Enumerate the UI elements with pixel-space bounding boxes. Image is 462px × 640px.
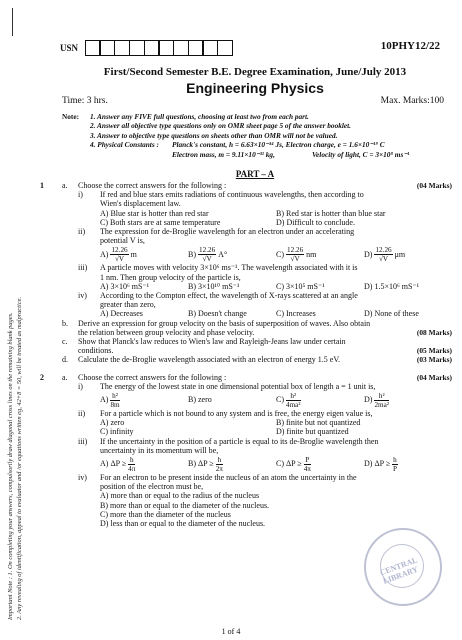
question-2a-iii	[40, 437, 452, 446]
usn-box	[114, 40, 130, 56]
option-c: C) ΔP ≥ $\frac{P}{4\pi}$	[276, 455, 311, 473]
usn-field	[60, 40, 233, 56]
question-number: 1	[40, 181, 44, 190]
question-1a-iii	[40, 263, 452, 272]
roman-label: iv)	[78, 473, 87, 483]
margin-mark	[12, 8, 13, 36]
option-a: A) $\frac{12.26}{√V}$ m	[100, 245, 137, 263]
question-text: Choose the correct answers for the following :	[78, 372, 227, 382]
question-text: greater than zero,	[100, 300, 156, 310]
question-text: uncertainty in its momentum will be,	[100, 445, 219, 455]
roman-label: iv)	[78, 291, 87, 301]
roman-label: iii)	[78, 436, 88, 446]
note-2: 2. Answer all objective type questions only on OMR sheet page 5 of the answer booklet.	[90, 121, 351, 131]
usn-box	[144, 40, 160, 56]
question-2a-ii	[40, 409, 452, 418]
option-d: D) $\frac{\text{h²}}{\text{2ma²}}$	[364, 391, 389, 409]
option-c: C) Increases	[276, 309, 316, 319]
side-note-line-1: Important Note : 1. On completing your answers, compulsorily draw diagonal cross lines on the remaining blank pages.	[7, 312, 14, 620]
sub-label: a.	[62, 181, 68, 190]
question-text: 1 nm. Then group velocity of the particle is,	[100, 272, 241, 282]
usn-box	[217, 40, 233, 56]
roman-label: ii)	[78, 227, 86, 237]
constants-line-1: Planck's constant, h = 6.63×10⁻³⁴ Js, Electron charge, e = 1.6×10⁻¹⁹ C	[172, 140, 385, 150]
question-text: If red and blue stars emits radiations of continuous wavelengths, then according to	[100, 190, 364, 200]
paper-code: 10PHY12/22	[380, 40, 440, 52]
question-1a-i	[40, 190, 452, 199]
question-text: For an electron to be present inside the nucleus of an atom the uncertainty in the	[100, 473, 357, 483]
usn-boxes	[86, 40, 233, 56]
question-1a	[40, 181, 452, 190]
max-marks: Max. Marks:100	[380, 96, 444, 106]
sub-label: c.	[62, 337, 68, 347]
page-number: 1 of 4	[221, 627, 241, 636]
exam-title: First/Second Semester B.E. Degree Examination, June/July 2013	[103, 66, 407, 78]
option-a: A) $\frac{\text{h²}}{8m}$	[100, 391, 120, 409]
option-a: A) Decreases	[100, 309, 143, 319]
usn-box	[99, 40, 115, 56]
question-1c	[40, 337, 452, 346]
option-d: D) finite but quantized	[276, 427, 349, 437]
question-1a-ii	[40, 227, 452, 236]
question-text: According to the Compton effect, the wavelength of X-rays scattered at an angle	[100, 291, 358, 301]
option-a: A) Blue star is hotter than red star	[100, 208, 209, 218]
option-b: B) $\frac{12.26}{√V}$ A°	[188, 245, 228, 263]
part-a-heading: PART – A	[235, 169, 275, 179]
question-text: position of the electron must be,	[100, 482, 204, 492]
option-c: C) Both stars are at same temperature	[100, 217, 221, 227]
option-d: D) ΔP ≥ $\frac{h}{P}$	[364, 455, 397, 473]
question-2a-i	[40, 382, 452, 391]
constant-light-velocity: Velocity of light, C = 3×10⁸ ms⁻¹	[312, 149, 410, 159]
option-c: C) infinity	[100, 427, 134, 437]
question-text: the relation between group velocity and phase velocity.	[78, 327, 255, 337]
option-b: B) 3×10¹⁰ mS⁻¹	[188, 281, 240, 291]
option-d: D) $\frac{12.26}{√V}$ μm	[364, 245, 406, 263]
roman-label: i)	[78, 190, 83, 200]
option-b: B) ΔP ≥ $\frac{h}{2\pi}$	[188, 455, 223, 473]
option-c: C) $\frac{12.26}{√V}$ nm	[276, 245, 317, 263]
roman-label: iii)	[78, 263, 88, 273]
roman-label: i)	[78, 381, 83, 391]
option-d: D) None of these	[364, 309, 419, 319]
question-2a	[40, 373, 452, 382]
stamp-text: CENTRAL LIBRARY	[378, 555, 420, 586]
marks-label: (05 Marks)	[416, 346, 452, 356]
question-text: The energy of the lowest state in one dimensional potential box of length a = 1 unit is,	[100, 381, 376, 391]
question-text: For a particle which is not bound to any system and is free, the energy eigen value is,	[100, 409, 373, 419]
question-text: If the uncertainty in the position of a particle is equal to its de-Broglie wavelength then	[100, 436, 379, 446]
option-c: C) more than the diameter of the nucleus	[100, 509, 231, 519]
question-text: Show that Planck's law reduces to Wien's law and Rayleigh-Jeans law under certain	[78, 337, 346, 347]
marks-label: (08 Marks)	[416, 327, 452, 337]
option-a: A) more than or equal to the radius of the nucleus	[100, 491, 260, 501]
side-note-line-2: 2. Any revealing of identification, appeal to evaluator and /or equations written eg, 42+8 = 50, will be treated as malpractice.	[16, 296, 23, 620]
usn-label: USN	[60, 43, 79, 53]
option-b: B) finite but not quantized	[276, 418, 361, 428]
usn-box	[173, 40, 189, 56]
question-text: conditions.	[78, 346, 114, 356]
question-text: The expression for de-Broglie wavelength for an electron under an accelerating	[100, 227, 355, 237]
sub-label: a.	[62, 372, 68, 382]
option-c: C) $\frac{\text{h²}}{\text{4ma²}}$	[276, 391, 301, 409]
note-4-label: 4. Physical Constants :	[90, 140, 159, 150]
option-d: D) 1.5×10⁶ mS⁻¹	[364, 281, 420, 291]
option-b: B) Doesn't change	[188, 309, 247, 319]
option-c: C) 3×10⁵ mS⁻¹	[276, 281, 325, 291]
time-allowed: Time: 3 hrs.	[62, 96, 108, 106]
marks-label: (04 Marks)	[416, 181, 452, 190]
question-text: Calculate the de-Broglie wavelength associated with an electron of energy 1.5 eV.	[78, 355, 341, 365]
option-b: B) more than or equal to the diameter of the nucleus.	[100, 500, 270, 510]
note-label: Note:	[62, 112, 80, 121]
question-text: Choose the correct answers for the following :	[78, 181, 227, 190]
marks-label: (04 Marks)	[416, 372, 452, 382]
question-text: Wien's displacement law.	[100, 199, 181, 209]
sub-label: b.	[62, 318, 68, 328]
important-note-vertical	[6, 80, 24, 620]
question-1a-iv	[40, 291, 452, 300]
option-a: A) zero	[100, 418, 125, 428]
constant-electron-mass: Electron mass, m = 9.11×10⁻³¹ kg,	[172, 149, 275, 159]
subject-title: Engineering Physics	[186, 80, 324, 96]
question-number: 2	[40, 372, 44, 382]
option-b: B) Red star is hotter than blue star	[276, 208, 386, 218]
marks-label: (03 Marks)	[416, 355, 452, 365]
question-2a-iv	[40, 473, 452, 482]
usn-box	[202, 40, 218, 56]
option-d: D) less than or equal to the diameter of the nucleus.	[100, 519, 266, 529]
option-b: B) zero	[188, 395, 212, 405]
note-1: 1. Answer any FIVE full questions, choosing at least two from each part.	[90, 112, 309, 121]
instructions-note	[62, 112, 452, 159]
question-text: potential V is,	[100, 236, 145, 246]
question-1d	[40, 355, 452, 364]
question-text: Derive an expression for group velocity on the basis of superposition of waves. Also obtain	[78, 318, 371, 328]
option-a: A) ΔP ≥ $\frac{h}{4\pi}$	[100, 455, 136, 473]
note-3: 3. Answer to objective type questions on sheets other than OMR will not be valued.	[90, 130, 338, 140]
question-text: A particle moves with velocity 3×10⁶ ms⁻¹. The wavelength associated with it is	[100, 263, 358, 273]
roman-label: ii)	[78, 409, 86, 419]
usn-box	[129, 40, 145, 56]
option-a: A) 3×10⁶ mS⁻¹	[100, 281, 150, 291]
questions-body	[40, 181, 452, 528]
usn-box	[188, 40, 204, 56]
usn-box	[158, 40, 174, 56]
question-1b	[40, 319, 452, 328]
usn-box	[85, 40, 101, 56]
option-d: D) Difficult to conclude.	[276, 217, 355, 227]
library-stamp	[364, 528, 442, 606]
sub-label: d.	[62, 355, 68, 365]
